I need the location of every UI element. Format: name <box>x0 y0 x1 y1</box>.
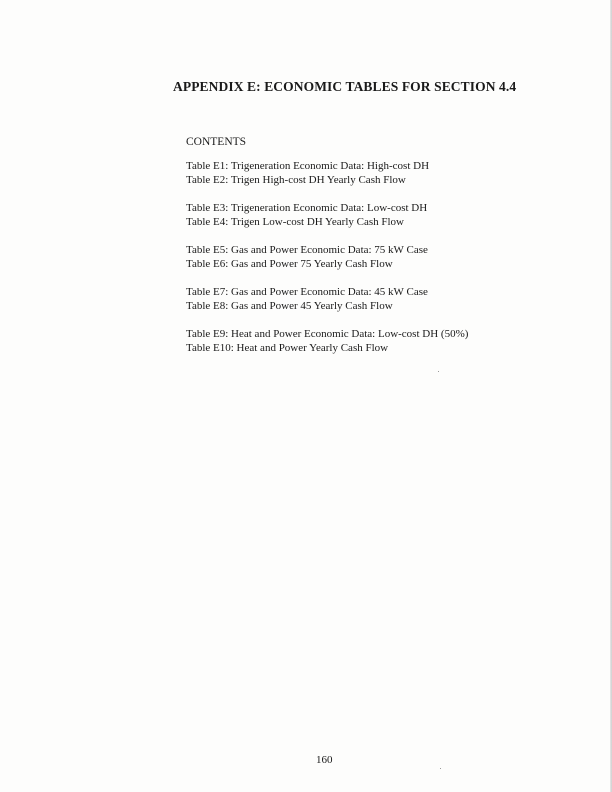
toc-entry: Table E9: Heat and Power Economic Data: Low-cost DH (50%) <box>186 328 469 340</box>
table-of-contents <box>186 160 486 370</box>
toc-group <box>186 286 486 313</box>
toc-entry: Table E5: Gas and Power Economic Data: 75 kW Case <box>186 244 428 256</box>
scan-speck <box>438 371 439 372</box>
toc-entry: Table E1: Trigeneration Economic Data: High-cost DH <box>186 160 430 172</box>
toc-group <box>186 202 486 229</box>
appendix-title: APPENDIX E: ECONOMIC TABLES FOR SECTION 4.4 <box>173 79 517 94</box>
toc-entry: Table E6: Gas and Power 75 Yearly Cash Flow <box>186 257 393 270</box>
scan-speck <box>440 768 441 769</box>
toc-entry: Table E3: Trigeneration Economic Data: Low-cost DH <box>186 202 428 214</box>
toc-entry: Table E7: Gas and Power Economic Data: 45 kW Case <box>186 286 428 298</box>
toc-group <box>186 160 486 187</box>
toc-entry: Table E2: Trigen High-cost DH Yearly Cash Flow <box>186 173 406 186</box>
toc-entry: Table E4: Trigen Low-cost DH Yearly Cash Flow <box>186 215 405 228</box>
toc-group <box>186 244 486 271</box>
toc-entry: Table E8: Gas and Power 45 Yearly Cash Flow <box>186 299 393 312</box>
page-number: 160 <box>316 754 333 766</box>
toc-entry: Table E10: Heat and Power Yearly Cash Flow <box>186 341 389 354</box>
contents-heading: CONTENTS <box>186 136 247 148</box>
toc-group <box>186 328 486 355</box>
